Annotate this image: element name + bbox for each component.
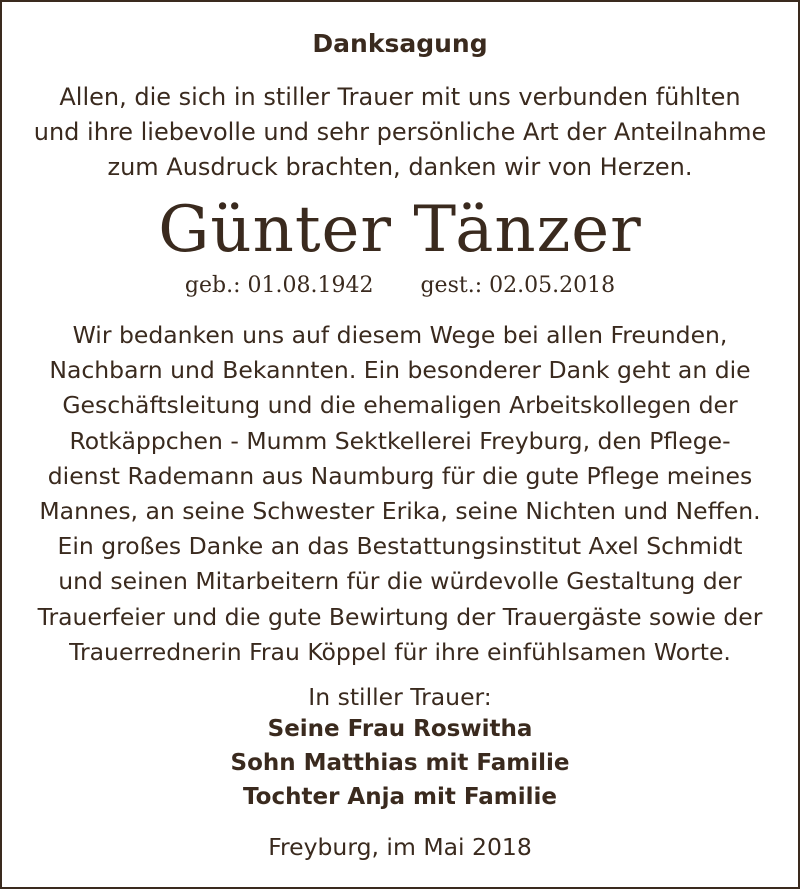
- family-member: Tochter Anja mit Familie: [243, 784, 557, 810]
- family-list: [2, 712, 798, 814]
- body-line: Nachbarn und Bekannten. Ein besonderer Dank geht an die: [49, 356, 751, 385]
- birth-date: geb.: 01.08.1942: [184, 273, 374, 298]
- death-date: gest.: 02.05.2018: [420, 273, 616, 298]
- deceased-name: Günter Tänzer: [158, 193, 642, 267]
- notice-heading: Danksagung: [312, 29, 488, 58]
- body-line: Trauerfeier und die gute Bewirtung der Trauergäste sowie der: [37, 602, 763, 631]
- body-line: Trauerrednerin Frau Köppel für ihre einfühlsamen Worte.: [69, 637, 731, 666]
- place-and-date: Freyburg, im Mai 2018: [268, 833, 532, 861]
- body-line: dienst Rademann aus Naumburg für die gute Pflege meines: [47, 461, 753, 490]
- body-line: Geschäftsleitung und die ehemaligen Arbeitskollegen der: [62, 391, 738, 420]
- intro-line: und ihre liebevolle und sehr persönliche Art der Anteilnahme: [33, 118, 767, 146]
- body-line: Rotkäppchen - Mumm Sektkellerei Freyburg, den Pflege-: [69, 426, 731, 455]
- intro-paragraph: [2, 80, 798, 185]
- body-line: und seinen Mitarbeitern für die würdevolle Gestaltung der: [58, 567, 742, 596]
- family-member: Sohn Matthias mit Familie: [230, 750, 570, 776]
- life-dates: [2, 266, 798, 306]
- body-line: Mannes, an seine Schwester Erika, seine Nichten und Neffen.: [39, 497, 761, 526]
- family-member: Seine Frau Roswitha: [267, 716, 533, 742]
- thanks-paragraph: [2, 318, 798, 670]
- body-line: Ein großes Danke an das Bestattungsinstitut Axel Schmidt: [57, 532, 743, 561]
- intro-line: zum Ausdruck brachten, danken wir von Herzen.: [107, 153, 693, 181]
- body-line: Wir bedanken uns auf diesem Wege bei allen Freunden,: [72, 321, 728, 349]
- intro-line: Allen, die sich in stiller Trauer mit uns verbunden fühlten: [59, 83, 741, 111]
- signoff-line: In stiller Trauer:: [308, 683, 492, 711]
